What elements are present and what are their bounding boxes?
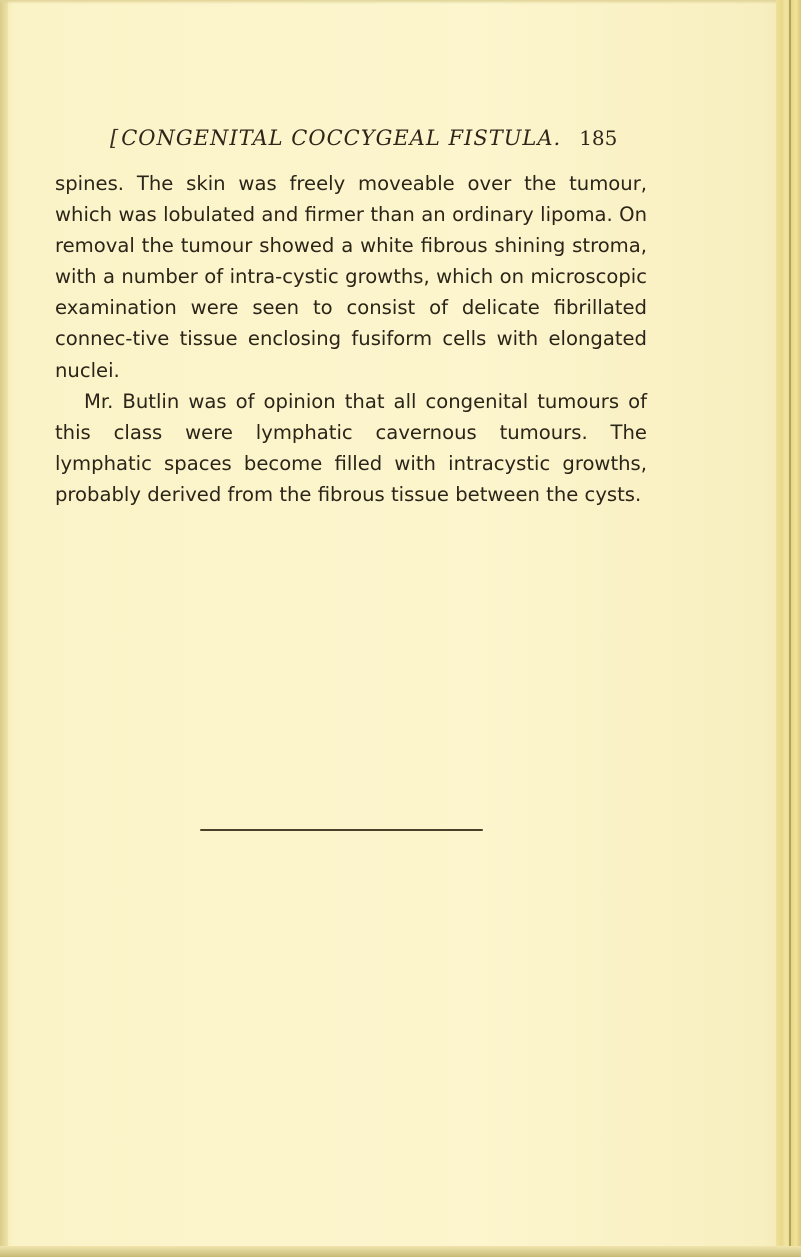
running-head xyxy=(110,126,670,158)
section-end-rule xyxy=(200,829,483,831)
paragraph: Mr. Butlin was of opinion that all congenital tumours of this class were lymphatic cavernous tumours. The lymphatic spaces become filled with intracystic growths, probably derived from the fibrous tissue between the cysts. xyxy=(55,389,647,506)
paragraph: spines. The skin was freely moveable over the tumour, which was lobulated and firmer than an ordinary lipoma. On removal the tumour showed a white fibrous shining stroma, with a number of intra-cystic growths, which on microscopic examination were seen to consist of delicate fibrillated connec-tive tissue enclosing fusiform cells with elongated nuclei. xyxy=(55,172,647,382)
page-number: 185 xyxy=(579,126,618,150)
body-text xyxy=(55,168,647,510)
running-head-title: CONGENITAL COCCYGEAL FISTULA. xyxy=(121,126,562,150)
page-bottom-edge xyxy=(0,1246,801,1257)
page-fore-edge-line xyxy=(789,0,791,1257)
page-top-shadow xyxy=(0,0,801,4)
page-left-edge xyxy=(0,0,8,1257)
running-head-bracket: [ xyxy=(110,126,120,150)
